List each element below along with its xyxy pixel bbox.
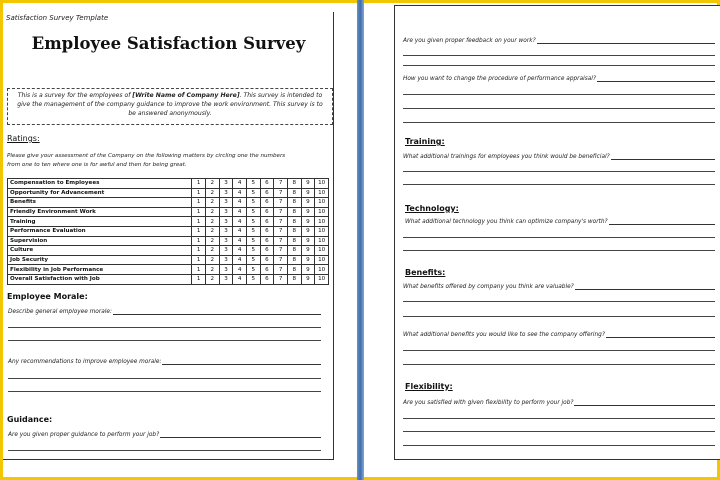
rating-option[interactable]: 10 (315, 226, 329, 236)
training-answer-line[interactable] (611, 154, 715, 160)
survey-page-2 (394, 5, 720, 460)
rating-row (8, 198, 329, 208)
rating-option[interactable]: 7 (274, 236, 288, 246)
rating-option[interactable]: 6 (260, 198, 274, 208)
rating-option[interactable]: 5 (246, 274, 260, 284)
rating-item-label: Performance Evaluation (8, 226, 192, 236)
rating-option[interactable]: 1 (192, 274, 206, 284)
rating-row (8, 188, 329, 198)
rating-option[interactable]: 6 (260, 179, 274, 189)
rating-option[interactable]: 6 (260, 255, 274, 265)
appraisal-answer-line[interactable] (597, 76, 715, 82)
technology-answer-line[interactable] (609, 219, 715, 225)
answer-line[interactable] (403, 237, 715, 238)
rating-option[interactable]: 8 (287, 179, 301, 189)
rating-option[interactable]: 8 (287, 274, 301, 284)
rating-option[interactable]: 2 (206, 236, 220, 246)
guidance-q1-label: Are you given proper guidance to perform your job? (8, 432, 160, 438)
rating-option[interactable]: 3 (219, 226, 233, 236)
rating-option[interactable]: 1 (192, 217, 206, 227)
rating-option[interactable]: 10 (315, 217, 329, 227)
guidance-heading: Guidance: (7, 415, 53, 424)
rating-option[interactable]: 3 (219, 198, 233, 208)
rating-option[interactable]: 3 (219, 179, 233, 189)
rating-option[interactable]: 7 (274, 246, 288, 256)
rating-option[interactable]: 1 (192, 179, 206, 189)
technology-q-label: What additional technology you think can optimize company's worth? (405, 219, 608, 225)
rating-option[interactable]: 8 (287, 265, 301, 275)
feedback-answer-line[interactable] (537, 38, 715, 44)
rating-option[interactable]: 2 (206, 207, 220, 217)
rating-option[interactable]: 7 (274, 217, 288, 227)
ratings-heading: Ratings: (7, 134, 40, 143)
ratings-instruction-2: from one to ten where one is for awful and then for being great. (7, 162, 187, 168)
answer-line[interactable] (8, 450, 321, 451)
rating-option[interactable]: 1 (192, 226, 206, 236)
guidance-q1-row[interactable] (8, 432, 321, 438)
rating-option[interactable]: 3 (219, 274, 233, 284)
answer-line[interactable] (403, 418, 715, 419)
rating-option[interactable]: 10 (315, 255, 329, 265)
benefits-heading: Benefits: (405, 268, 446, 277)
answer-line[interactable] (403, 301, 715, 302)
answer-line[interactable] (8, 378, 321, 379)
rating-option[interactable]: 3 (219, 188, 233, 198)
rating-option[interactable]: 5 (246, 217, 260, 227)
appraisal-q-row[interactable] (403, 76, 715, 82)
rating-row (8, 274, 329, 284)
survey-title: Employee Satisfaction Survey (31, 34, 306, 53)
rating-option[interactable]: 7 (274, 255, 288, 265)
rating-option[interactable]: 2 (206, 226, 220, 236)
rating-option[interactable]: 8 (287, 246, 301, 256)
rating-option[interactable]: 4 (233, 217, 247, 227)
rating-option[interactable]: 10 (315, 265, 329, 275)
rating-option[interactable]: 4 (233, 198, 247, 208)
answer-line[interactable] (403, 184, 715, 185)
rating-option[interactable]: 5 (246, 265, 260, 275)
rating-item-label: Opportunity for Advancement (8, 188, 192, 198)
rating-option[interactable]: 7 (274, 179, 288, 189)
morale-q1-row[interactable] (8, 309, 321, 315)
answer-line[interactable] (403, 94, 715, 95)
rating-item-label: Flexibility in Job Performance (8, 265, 192, 275)
rating-option[interactable]: 9 (301, 236, 315, 246)
benefits-q2-label: What additional benefits you would like to see the company offering? (403, 332, 605, 338)
rating-option[interactable]: 9 (301, 198, 315, 208)
training-q-label: What additional trainings for employees you think would be beneficial? (403, 154, 610, 160)
benefits-q1-answer-line[interactable] (575, 284, 715, 290)
rating-item-label: Culture (8, 246, 192, 256)
rating-option[interactable]: 1 (192, 255, 206, 265)
rating-row (8, 207, 329, 217)
intro-text-before: This is a survey for the employees of (17, 92, 133, 99)
benefits-q1-label: What benefits offered by company you think are valuable? (403, 284, 574, 290)
rating-option[interactable]: 7 (274, 265, 288, 275)
rating-option[interactable]: 7 (274, 188, 288, 198)
rating-option[interactable]: 5 (246, 246, 260, 256)
morale-q1-answer-line[interactable] (113, 309, 321, 315)
rating-option[interactable]: 9 (301, 246, 315, 256)
rating-option[interactable]: 9 (301, 255, 315, 265)
rating-option[interactable]: 7 (274, 274, 288, 284)
rating-option[interactable]: 6 (260, 246, 274, 256)
rating-item-label: Job Security (8, 255, 192, 265)
rating-option[interactable]: 4 (233, 274, 247, 284)
rating-option[interactable]: 4 (233, 265, 247, 275)
rating-item-label: Compensation to Employees (8, 179, 192, 189)
rating-option[interactable]: 9 (301, 217, 315, 227)
morale-heading: Employee Morale: (7, 292, 88, 301)
answer-line[interactable] (403, 55, 715, 56)
rating-row (8, 255, 329, 265)
rating-option[interactable]: 5 (246, 207, 260, 217)
morale-q1-label: Describe general employee morale: (8, 309, 112, 315)
benefits-q2-row[interactable] (403, 332, 715, 338)
rating-item-label: Overall Satisfaction with Job (8, 274, 192, 284)
rating-option[interactable]: 8 (287, 188, 301, 198)
rating-option[interactable]: 3 (219, 236, 233, 246)
rating-option[interactable]: 1 (192, 207, 206, 217)
rating-option[interactable]: 3 (219, 246, 233, 256)
answer-line[interactable] (403, 171, 715, 172)
rating-option[interactable]: 10 (315, 198, 329, 208)
answer-line[interactable] (8, 327, 321, 328)
rating-option[interactable]: 3 (219, 265, 233, 275)
flexibility-q-row[interactable] (403, 400, 715, 406)
intro-text-after: . This survey is intended to give the management of the company guidance to improve the work environment. This survey is to be answered anonymously. (17, 92, 323, 117)
rating-option[interactable]: 8 (287, 207, 301, 217)
rating-option[interactable]: 2 (206, 217, 220, 227)
training-q-row[interactable] (403, 154, 715, 160)
rating-option[interactable]: 9 (301, 274, 315, 284)
rating-row (8, 226, 329, 236)
answer-line[interactable] (403, 350, 715, 351)
rating-item-label: Training (8, 217, 192, 227)
answer-line[interactable] (403, 122, 715, 123)
template-header-label: Satisfaction Survey Template (6, 14, 109, 22)
rating-option[interactable]: 7 (274, 226, 288, 236)
answer-line[interactable] (8, 391, 321, 392)
survey-page-1 (3, 12, 334, 460)
rating-option[interactable]: 5 (246, 188, 260, 198)
rating-option[interactable]: 5 (246, 236, 260, 246)
rating-option[interactable]: 4 (233, 226, 247, 236)
rating-option[interactable]: 6 (260, 265, 274, 275)
benefits-q2-answer-line[interactable] (606, 332, 715, 338)
rating-option[interactable]: 10 (315, 207, 329, 217)
rating-option[interactable]: 1 (192, 198, 206, 208)
rating-option[interactable]: 1 (192, 265, 206, 275)
rating-option[interactable]: 4 (233, 246, 247, 256)
answer-line[interactable] (403, 250, 715, 251)
rating-row (8, 179, 329, 189)
rating-option[interactable]: 4 (233, 236, 247, 246)
rating-option[interactable]: 5 (246, 179, 260, 189)
rating-row (8, 217, 329, 227)
rating-option[interactable]: 10 (315, 179, 329, 189)
rating-option[interactable]: 2 (206, 198, 220, 208)
rating-option[interactable]: 3 (219, 207, 233, 217)
feedback-q-row[interactable] (403, 38, 715, 44)
answer-line[interactable] (403, 108, 715, 109)
intro-box (7, 88, 333, 125)
rating-option[interactable]: 10 (315, 188, 329, 198)
rating-option[interactable]: 1 (192, 236, 206, 246)
flexibility-answer-line[interactable] (574, 400, 715, 406)
answer-line[interactable] (403, 316, 715, 317)
rating-option[interactable]: 6 (260, 217, 274, 227)
intro-company-placeholder: [Write Name of Company Here] (132, 92, 240, 99)
rating-option[interactable]: 6 (260, 207, 274, 217)
rating-option[interactable]: 1 (192, 246, 206, 256)
rating-option[interactable]: 2 (206, 265, 220, 275)
answer-line[interactable] (403, 364, 715, 365)
rating-row (8, 246, 329, 256)
rating-option[interactable]: 8 (287, 217, 301, 227)
rating-option[interactable]: 9 (301, 226, 315, 236)
rating-option[interactable]: 9 (301, 265, 315, 275)
page-divider (357, 0, 364, 480)
rating-row (8, 265, 329, 275)
rating-option[interactable]: 1 (192, 188, 206, 198)
answer-line[interactable] (403, 65, 715, 66)
ratings-table (7, 178, 329, 285)
rating-option[interactable]: 6 (260, 274, 274, 284)
technology-q-row[interactable] (405, 219, 715, 225)
rating-option[interactable]: 9 (301, 188, 315, 198)
rating-option[interactable]: 10 (315, 236, 329, 246)
guidance-q1-answer-line[interactable] (160, 432, 321, 438)
rating-option[interactable]: 5 (246, 226, 260, 236)
flexibility-q-label: Are you satisfied with given flexibility to perform your job? (403, 400, 574, 406)
rating-option[interactable]: 7 (274, 207, 288, 217)
answer-line[interactable] (403, 445, 715, 446)
rating-option[interactable]: 4 (233, 255, 247, 265)
rating-option[interactable]: 2 (206, 274, 220, 284)
rating-option[interactable]: 2 (206, 255, 220, 265)
benefits-q1-row[interactable] (403, 284, 715, 290)
technology-heading: Technology: (405, 204, 459, 213)
rating-option[interactable]: 8 (287, 226, 301, 236)
rating-row (8, 236, 329, 246)
answer-line[interactable] (8, 340, 321, 341)
rating-option[interactable]: 4 (233, 179, 247, 189)
rating-option[interactable]: 8 (287, 198, 301, 208)
morale-q2-row[interactable] (8, 359, 321, 365)
rating-item-label: Friendly Environment Work (8, 207, 192, 217)
rating-option[interactable]: 4 (233, 188, 247, 198)
rating-item-label: Supervision (8, 236, 192, 246)
rating-option[interactable]: 2 (206, 188, 220, 198)
appraisal-q-label: How you want to change the procedure of performance appraisal? (403, 76, 596, 82)
answer-line[interactable] (403, 431, 715, 432)
ratings-instruction-1: Please give your assessment of the Company on the following matters by circling one the numbers (7, 153, 286, 159)
morale-q2-label: Any recommendations to improve employee morale: (8, 359, 162, 365)
rating-option[interactable]: 10 (315, 246, 329, 256)
rating-option[interactable]: 9 (301, 179, 315, 189)
rating-option[interactable]: 5 (246, 255, 260, 265)
rating-option[interactable]: 2 (206, 246, 220, 256)
rating-option[interactable]: 6 (260, 226, 274, 236)
rating-option[interactable]: 6 (260, 188, 274, 198)
rating-option[interactable]: 8 (287, 236, 301, 246)
rating-option[interactable]: 8 (287, 255, 301, 265)
rating-item-label: Benefits (8, 198, 192, 208)
rating-option[interactable]: 7 (274, 198, 288, 208)
training-heading: Training: (405, 137, 445, 146)
rating-option[interactable]: 6 (260, 236, 274, 246)
rating-option[interactable]: 9 (301, 207, 315, 217)
rating-option[interactable]: 2 (206, 179, 220, 189)
rating-option[interactable]: 4 (233, 207, 247, 217)
morale-q2-answer-line[interactable] (162, 359, 321, 365)
flexibility-heading: Flexibility: (405, 382, 453, 391)
rating-option[interactable]: 3 (219, 217, 233, 227)
rating-option[interactable]: 5 (246, 198, 260, 208)
rating-option[interactable]: 3 (219, 255, 233, 265)
feedback-q-label: Are you given proper feedback on your work? (403, 38, 536, 44)
rating-option[interactable]: 10 (315, 274, 329, 284)
